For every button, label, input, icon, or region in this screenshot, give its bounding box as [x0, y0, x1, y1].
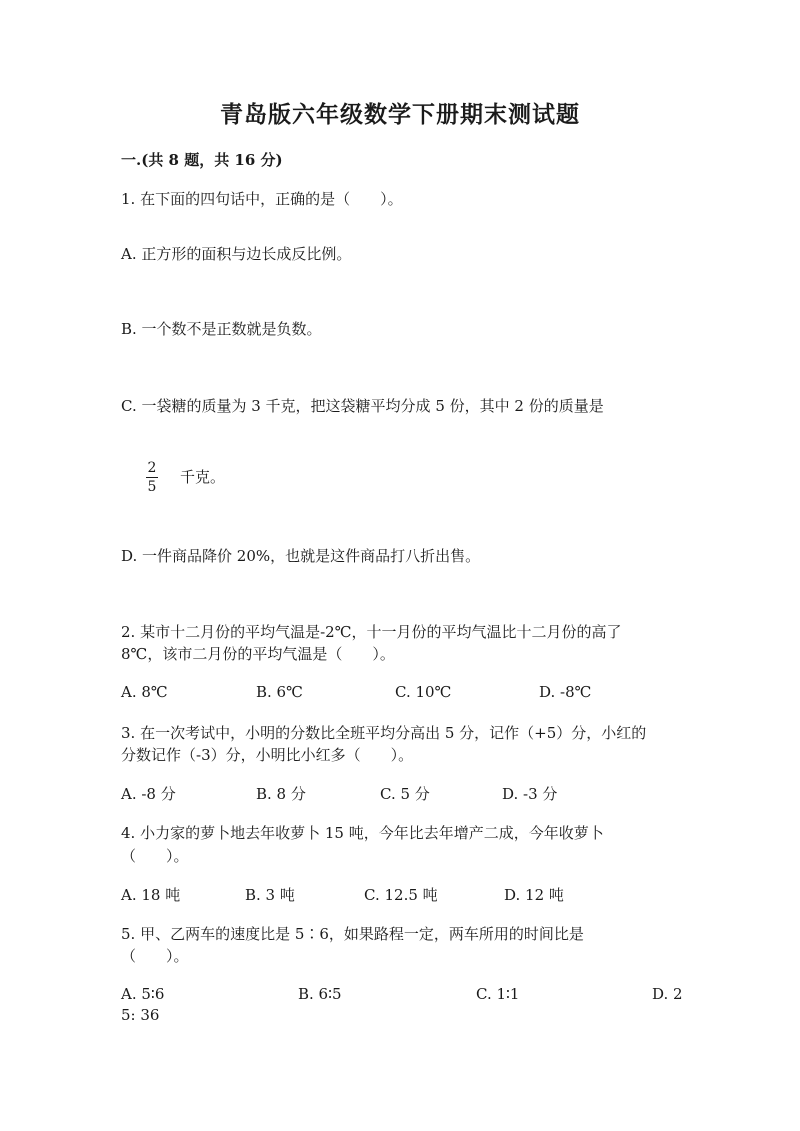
- question-2-stem-line-1: 2. 某市十二月份的平均气温是-2℃，十一月份的平均气温比十二月份的高了: [121, 623, 622, 641]
- page-title: 青岛版六年级数学下册期末测试题: [220, 101, 580, 128]
- question-2-option-d: D. -8℃: [539, 683, 592, 701]
- question-3-option-a: A. -8 分: [121, 785, 176, 803]
- question-3-option-b: B. 8 分: [256, 785, 306, 803]
- fraction-numerator: 2: [147, 460, 157, 476]
- question-5-option-d: D. 2: [652, 985, 683, 1003]
- question-3-option-d: D. -3 分: [502, 785, 558, 803]
- fraction-bar: [146, 477, 158, 478]
- question-5-option-b: B. 6∶5: [298, 985, 342, 1003]
- question-5-option-a: A. 5∶6: [121, 985, 165, 1003]
- question-1-option-d: D. 一件商品降价 20%，也就是这件商品打八折出售。: [121, 547, 481, 565]
- question-4-option-c: C. 12.5 吨: [364, 886, 438, 904]
- question-2-option-c: C. 10℃: [395, 683, 452, 701]
- section-heading: 一.(共 8 题，共 16 分): [121, 151, 283, 169]
- question-5-option-d-continued: 5: 36: [121, 1006, 160, 1024]
- question-1-stem: 1. 在下面的四句话中，正确的是（ ）。: [121, 190, 403, 208]
- question-5-stem-line-1: 5. 甲、乙两车的速度比是 5∶6，如果路程一定，两车所用的时间比是: [121, 925, 584, 943]
- question-4-stem-line-2: （ ）。: [121, 847, 189, 865]
- question-1-option-a: A. 正方形的面积与边长成反比例。: [121, 245, 352, 263]
- question-1-option-b: B. 一个数不是正数就是负数。: [121, 320, 322, 338]
- question-4-option-d: D. 12 吨: [504, 886, 564, 904]
- question-5-stem-line-2: （ ）。: [121, 947, 189, 965]
- question-4-option-b: B. 3 吨: [245, 886, 295, 904]
- question-1-option-c: C. 一袋糖的质量为 3 千克，把这袋糖平均分成 5 份，其中 2 份的质量是: [121, 397, 604, 415]
- question-2-stem-line-2: 8℃，该市二月份的平均气温是（ ）。: [121, 645, 395, 663]
- question-2-option-b: B. 6℃: [256, 683, 303, 701]
- question-3-stem-line-2: 分数记作（-3）分，小明比小红多（ ）。: [121, 746, 414, 764]
- question-1-option-c-unit: 千克。: [180, 468, 226, 486]
- question-3-option-c: C. 5 分: [380, 785, 430, 803]
- question-5-option-c: C. 1∶1: [476, 985, 520, 1003]
- question-3-stem-line-1: 3. 在一次考试中，小明的分数比全班平均分高出 5 分，记作（+5）分，小红的: [121, 724, 647, 742]
- question-2-option-a: A. 8℃: [121, 683, 168, 701]
- fraction-denominator: 5: [147, 479, 157, 495]
- question-4-stem-line-1: 4. 小力家的萝卜地去年收萝卜 15 吨，今年比去年增产二成，今年收萝卜: [121, 824, 604, 842]
- question-4-option-a: A. 18 吨: [121, 886, 181, 904]
- fraction-two-fifths: [146, 461, 158, 494]
